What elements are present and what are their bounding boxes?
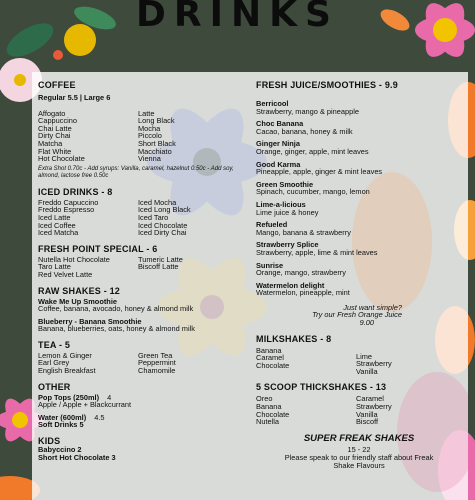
menu-item: Biscoff Latte [138,262,179,272]
menu-item: Short Hot Chocolate 3 [38,452,116,462]
menu-item: Chocolate [256,409,290,419]
menu-item: Iced Taro [138,212,169,222]
milkshake-list-1 [256,347,356,376]
menu-item: Iced Latte [38,212,71,222]
item-name: Strawberry Splice [256,240,319,250]
item-desc: Orange, ginger, apple, mint leaves [256,146,369,156]
menu-item: Strawberry [356,359,392,369]
freak-shakes-price: 15 - 22 [347,445,371,455]
menu-item: Oreo [256,394,273,404]
menu-item: Latte [138,108,155,118]
menu-item [256,282,462,297]
menu-item: Iced Matcha [38,228,79,238]
item-name: Water (600ml) [38,412,87,422]
item-name: Watermelon delight [256,280,325,290]
other-section [38,382,248,429]
menu-item: Mocha [138,123,161,133]
menu-item: Dirty Chai [38,131,71,141]
item-desc: Pineapple, apple, ginger & mint leaves [256,167,383,177]
freak-shakes-note: Please speak to our friendly staff about Freak Shake Flavours [284,453,434,470]
tea-list-1 [38,352,138,375]
note-line: Try our Fresh Orange Juice [312,310,402,320]
menu-item: Vienna [138,154,161,164]
raw-shakes-section [38,286,248,333]
thickshakes-heading: 5 SCOOP THICKSHAKES - 13 [256,382,387,393]
menu-item: Cappuccino [38,116,78,126]
milkshakes-section [256,334,462,376]
item-name: Choc Banana [256,119,304,129]
kids-section [38,436,248,461]
menu-item [256,201,462,216]
iced-section [38,187,248,237]
fresh-point-heading: FRESH POINT SPECIAL - 6 [38,243,158,254]
tea-list-2 [138,352,176,375]
menu-item: Nutella [256,417,280,427]
menu-item: Iced Coffee [38,220,76,230]
coffee-extras-note: Extra Shot 0.70c - Add syrups: Vanilla, caramel, hazelnut 0.50c - Add soy, almond, lactose free 0.50c [38,165,234,179]
item-name: Sunrise [256,260,284,270]
fresh-point-section [38,244,248,279]
item-name: Wake Me Up Smoothie [38,296,117,306]
item-desc: Watermelon, pineapple, mint [256,288,350,298]
item-price: 4 [107,392,112,402]
thickshakes-section [256,382,462,425]
left-column [38,80,248,461]
menu-item: Affogato [38,108,66,118]
menu-item [38,318,248,333]
item-name: Green Smoothie [256,179,314,189]
item-desc: Orange, mango, strawberry [256,268,346,278]
freak-shakes-heading: SUPER FREAK SHAKES [303,432,415,444]
menu-item: Chocolate [256,360,290,370]
menu-item: Matcha [38,138,63,148]
menu-item: Nutella Hot Chocolate [38,254,110,264]
item-name: Lime-a-licious [256,199,306,209]
menu-item [256,181,462,196]
menu-item: Caramel [356,394,384,404]
menu-item: Soft Drinks 5 [38,420,84,430]
coffee-heading: COFFEE [38,80,76,90]
menu-item: Chai Latte [38,123,72,133]
menu-item: Iced Mocha [138,197,177,207]
menu-item: Freddo Capuccino [38,197,99,207]
menu-item: Biscoff [356,417,379,427]
menu-item: Green Tea [138,350,173,360]
menu-item [38,298,248,313]
coffee-section [38,80,248,180]
menu-item [256,120,462,135]
item-name: Berricool [256,99,289,108]
item-desc: Strawberry, mango & pineapple [256,106,359,116]
raw-shakes-heading: RAW SHAKES - 12 [38,285,121,296]
tea-heading: TEA - 5 [38,339,71,350]
menu-item: Flat White [38,146,72,156]
fresh-point-list-1 [38,256,138,279]
tea-section [38,340,248,375]
menu-item: Hot Chocolate [38,154,85,164]
menu-item: Caramel [256,353,284,363]
milkshake-list-2 [356,347,392,376]
coffee-list-2 [138,110,176,163]
coffee-list-1 [38,110,138,163]
menu-item: Vanilla [356,409,378,419]
note-line: Just want simple? [343,302,402,312]
note-price: 9.00 [359,318,374,328]
item-name: Pop Tops (250ml) [38,392,100,402]
menu-item: Lime [356,351,373,361]
iced-list-2 [138,199,191,237]
menu-item: Banana [256,345,282,355]
menu-item: Iced Chocolate [138,220,188,230]
item-desc: Strawberry, apple, lime & mint leaves [256,247,378,257]
menu-item: Long Black [138,116,175,126]
item-desc: Cacao, banana, honey & milk [256,126,353,136]
menu-item [256,221,462,236]
item-name: Good Karma [256,159,301,169]
orange-juice-note [256,304,462,327]
kids-heading: KIDS [38,436,61,447]
item-desc: Banana, blueberries, oats, honey & almond milk [38,324,195,334]
menu-item: Macchiato [138,146,172,156]
menu-item [256,100,462,115]
item-desc: Apple / Apple + Blackcurrant [38,400,132,410]
menu-item: Lemon & Ginger [38,350,92,360]
menu-item: Banana [256,402,282,412]
item-desc: Coffee, banana, avocado, honey & almond milk [38,304,194,314]
menu-item [256,262,462,277]
thickshake-list-1 [256,395,356,425]
item-name: Blueberry - Banana Smoothie [38,316,142,326]
menu-item: Earl Grey [38,358,70,368]
item-price: 4.5 [94,412,105,422]
other-heading: OTHER [38,381,71,392]
item-desc: Lime juice & honey [256,207,319,217]
item-desc: Spinach, cucumber, mango, lemon [256,187,370,197]
iced-list-1 [38,199,138,237]
menu-item [256,161,462,176]
coffee-sizes: Regular 5.5 | Large 6 [38,93,111,102]
menu-item: Strawberry [356,402,392,412]
menu-item: Iced Dirty Chai [138,228,187,238]
milkshakes-heading: MILKSHAKES - 8 [256,333,332,344]
menu-item: Tumeric Latte [138,254,183,264]
item-name: Refueled [256,220,288,230]
menu-item: Peppermint [138,358,176,368]
right-column [256,80,462,469]
menu-item: Vanilla [356,366,378,376]
menu-item: Babyccino 2 [38,445,82,455]
freak-shakes-section [256,432,462,470]
menu-item: Iced Long Black [138,205,191,215]
juice-heading: FRESH JUICE/SMOOTHIES - 9.9 [256,80,398,90]
thickshake-list-2 [356,395,392,425]
menu-item: Red Velvet Latte [38,269,93,279]
menu-item [256,140,462,155]
menu-item [256,241,462,256]
item-desc: Mango, banana & strawberry [256,227,351,237]
page-title: DRINKS [136,0,339,35]
fresh-point-list-2 [138,256,183,279]
menu-item: Chamomile [138,366,176,376]
menu-item: Short Black [138,138,176,148]
menu-item: Freddo Espresso [38,205,95,215]
menu-item: Taro Latte [38,262,71,272]
menu-item: Piccolo [138,131,162,141]
iced-heading: ICED DRINKS - 8 [38,186,113,197]
item-name: Ginger Ninja [256,139,300,149]
menu-item: English Breakfast [38,366,96,376]
juice-section [256,80,462,327]
